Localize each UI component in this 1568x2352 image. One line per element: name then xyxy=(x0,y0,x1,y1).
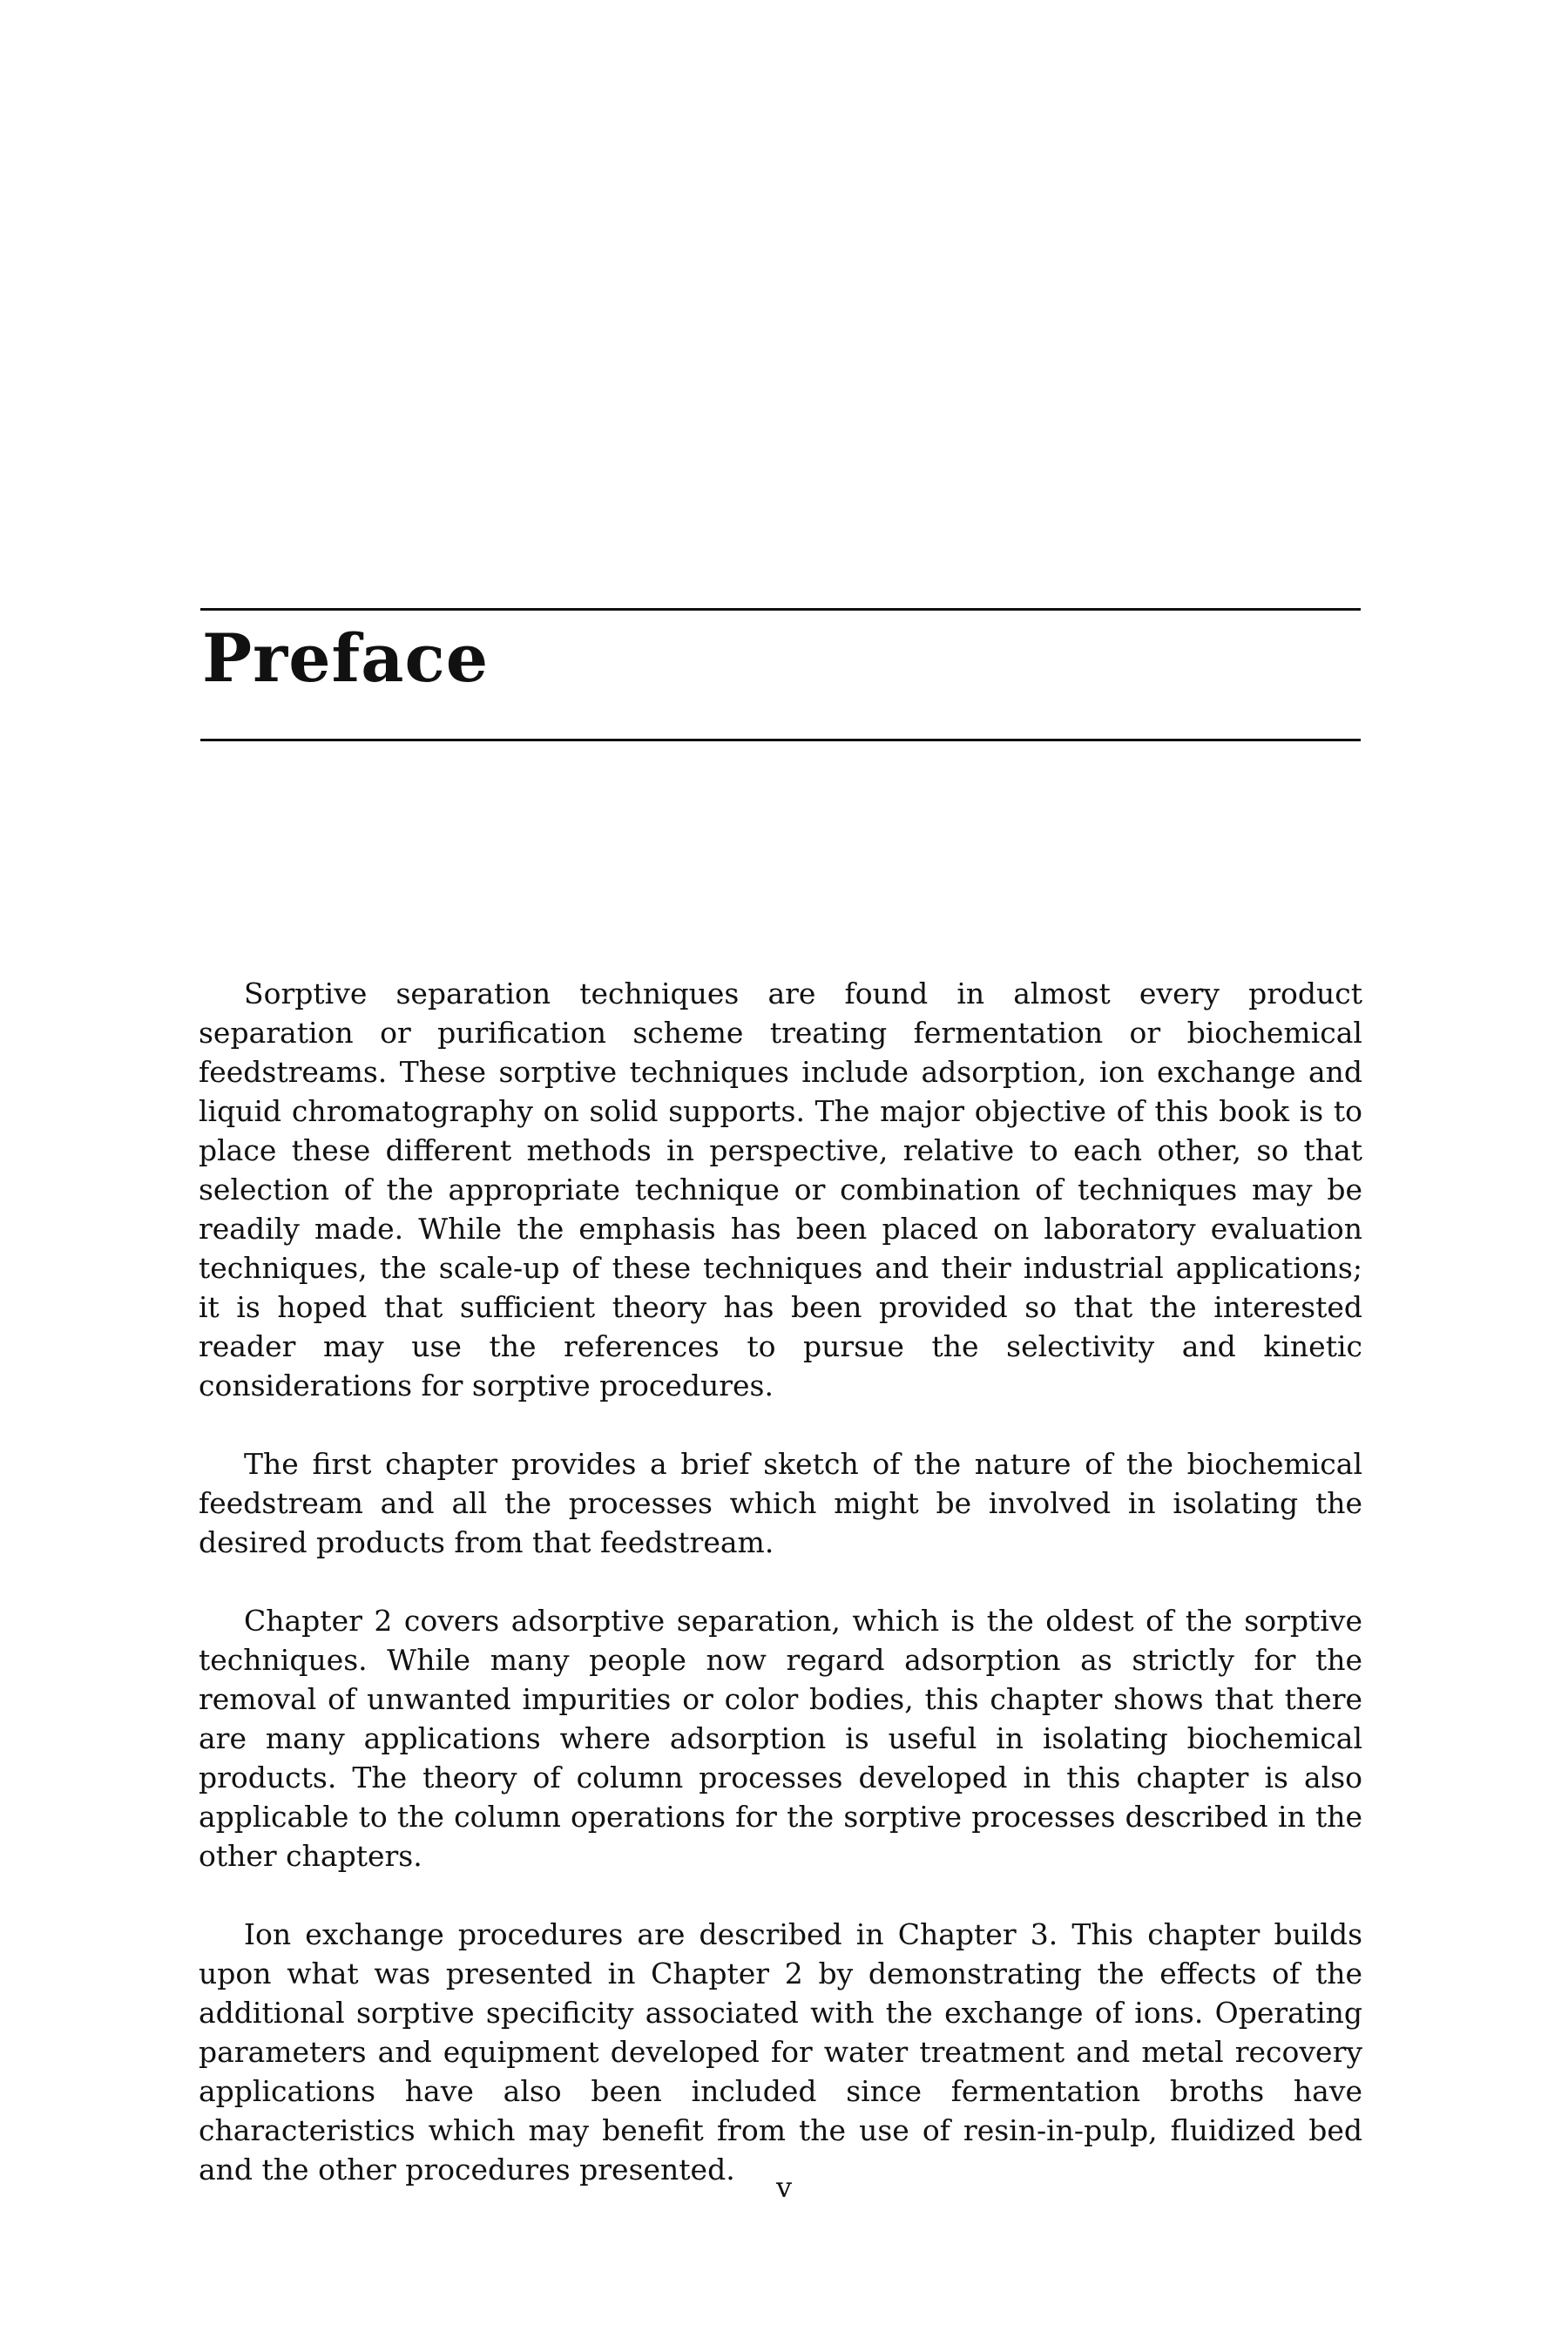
paragraph-2: The first chapter provides a brief sketch of the nature of the biochemical feedstream and all the processes which might be involved in isolating the desired products from that feedstream. xyxy=(199,1447,1362,1559)
page-number: v xyxy=(775,2171,793,2204)
paragraph-4: Ion exchange procedures are described in Chapter 3. This chapter builds upon what was presented in Chapter 2 by demonstrating the effects of the additional sorptive specificity associated with the exchange of ions. Operating parameters and equipment developed for water treatment and metal recovery applications have also been included since fermentation broths have characteristics which may benefit from the use of resin-in-pulp, fluidized bed and the other procedures presented. xyxy=(199,1917,1362,2186)
paragraph-1: Sorptive separation techniques are found in almost every product separation or purification scheme treating fermentation or biochemical feedstreams. These sorptive techniques include adsorption, ion exchange and liquid chromatography on solid supports. The major objective of this book is to place these different methods in perspective, relative to each other, so that selection of the appropriate technique or combination of techniques may be readily made. While the emphasis has been placed on laboratory evaluation techniques, the scale-up of these techniques and their industrial applications; it is hoped that sufficient theory has been provided so that the interested reader may use the references to pursue the selectivity and kinetic considerations for sorptive procedures. xyxy=(199,977,1362,1402)
paragraph-3: Chapter 2 covers adsorptive separation, which is the oldest of the sorptive techniques. While many people now regard adsorption as strictly for the removal of unwanted impurities or color bodies, this chapter shows that there are many applications where adsorption is useful in isolating biochemical products. The theory of column processes developed in this chapter is also applicable to the column operations for the sorptive processes described in the other chapters. xyxy=(199,1604,1362,1873)
page-title: Preface xyxy=(202,619,490,697)
title-bottom-rule xyxy=(200,739,1361,741)
title-top-rule xyxy=(200,608,1361,611)
preface-body xyxy=(199,974,1362,2228)
